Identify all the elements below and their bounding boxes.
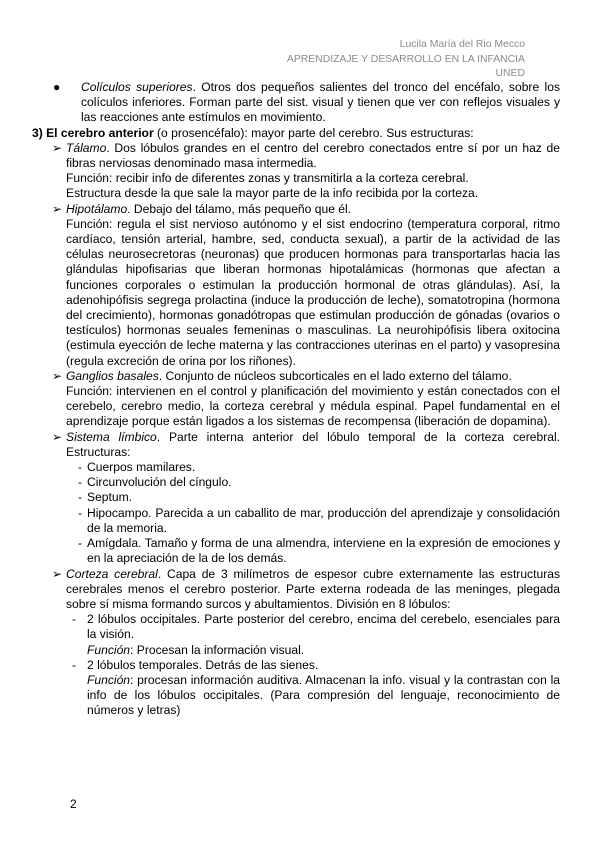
arrow-icon: ➢ [52,429,63,444]
corteza-text: . Capa de 3 milímetros de espesor cubre externamente las estructuras cerebrales menos el cerebro posterior. Parte externa rodeada de las meninges, plegada sobre sí misma formando surcos y abultamientos. División en 8 lóbulos: [66,566,560,611]
list-item-ganglios [32,369,560,384]
hipotalamo-funcion: Función: regula el sist nervioso autónomo y el sist endocrino (temperatura corporal, ritmo cardíaco, tensión arterial, hambre, sed, conducta sexual), a partir de la actividad de las células neurosecretoras (neuronas) que producen hormonas para transportarlas hacia las glándulas hipofisarias que liberan hormonas hipotalámicas (hormonas que afectan a funciones corporales o estimulan la producción hormonal de otras glándulas). Así, la adenohipófisis segrega prolactina (induce la producción de leche), somatotropina (hormona del crecimiento), hormonas gonadótropas que estimulan producción de gónadas (ovarios o testículos) hormonas seuales femeninas o masculinas. La neurohipófisis libera oxitocina (estimula eyección de leche materna y las contracciones uterinas en el parto) y vasopresina (regula excreción de orina por los riñones). [66,216,560,368]
term-limbico: Sistema límbico [66,429,157,444]
arrow-icon: ➢ [52,201,63,216]
limbico-item-text: Hipocampo. Parecida a un caballito de mar, producción del aprendizaje y consolidación de la memoria. [87,505,560,535]
talamo-estructura: Estructura desde la que sale la mayor parte de la info recibida por la corteza. [66,186,479,201]
lobe-funcion [32,673,560,719]
limbico-item [32,475,560,490]
ganglios-funcion: Función: intervienen en el control y planificación del movimiento y están conectados con el cerebelo, cerebro medio, la corteza cerebral y médula espinal. Papel fundamental en el aprendizaje porque están ligados a los sistemas de recompensa (liberación de dopamina). [66,384,560,429]
dash-icon: - [78,505,83,520]
section-text: (o prosencéfalo): mayor parte del cerebro. Sus estructuras: [153,125,474,140]
header-author: Lucila María del Rio Mecco [399,39,525,50]
list-item-limbico [32,430,560,460]
funcion-text: : Procesan la información visual. [130,642,305,657]
term-hipotalamo: Hipotálamo [66,201,128,216]
dash-icon: - [78,490,83,505]
talamo-funcion: Función: recibir info de diferentes zonas y transmitirla a la corteza cerebral. [66,171,469,186]
dash-icon: - [72,657,77,672]
limbico-item-text: Septum. [87,490,133,505]
document-body [32,80,560,719]
limbico-item [32,536,560,566]
funcion-label: Función [87,642,131,657]
lobe-funcion [32,643,560,658]
arrow-icon: ➢ [52,566,63,581]
limbico-text: . Parte interna anterior del lóbulo temporal de la corteza cerebral. Estructuras: [66,429,560,459]
ganglios-text: . Conjunto de núcleos subcorticales en el lado externo del tálamo. [158,368,512,383]
limbico-item [32,506,560,536]
dash-icon: - [78,536,83,551]
limbico-item-text: Cuerpos mamilares. [87,460,196,475]
limbico-item-text: Circunvolución del cíngulo. [87,475,232,490]
term-ganglios: Ganglios basales [66,368,159,383]
term-coliculos: Colículos superiores [81,80,193,94]
header-university: UNED [495,68,525,79]
section-heading [32,126,560,141]
coliculos-text: . Otros dos pequeños salientes del tronco del encéfalo, sobre los colículos inferiores. Forman parte del sist. visual y tienen que ver con reflejos visuales y las reacciones ante estímulos en movimiento. [81,80,560,125]
lobe-text: 2 lóbulos occipitales. Parte posterior del cerebro, encima del cerebelo, esenciales para la visión. [87,612,560,642]
section-title: 3) El cerebro anterior [32,125,154,140]
page-header [287,38,525,82]
bullet-item-coliculos [32,80,560,126]
funcion-text: : procesan información auditiva. Almacenan la info. visual y la contrastan con la info de los lóbulos occipitales. (Para compresión del lenguaje, reconocimiento de números y letras) [87,672,560,718]
dash-icon: - [78,475,83,490]
dash-icon: - [72,612,77,627]
page-number: 2 [70,797,77,811]
dash-icon: - [78,460,83,475]
lobe-item-occipitales [32,612,560,642]
funcion-label: Función [87,672,131,687]
list-item-talamo [32,141,560,171]
term-corteza: Corteza cerebral [66,566,158,581]
talamo-text: . Dos lóbulos grandes en el centro del cerebro conectados entre sí por un haz de fibras nerviosas denominado masa intermedia. [66,140,560,171]
limbico-item [32,460,560,475]
list-item-hipotalamo [32,202,560,217]
list-item-corteza [32,567,560,613]
lobe-text: 2 lóbulos temporales. Detrás de las sienes. [87,657,319,672]
hipotalamo-text: . Debajo del tálamo, más pequeño que él. [127,201,352,216]
arrow-icon: ➢ [52,140,63,155]
header-course: APRENDIZAJE Y DESARROLLO EN LA INFANCIA [286,53,525,65]
lobe-item-temporales [32,658,560,673]
term-talamo: Tálamo [66,140,107,155]
arrow-icon: ➢ [52,368,63,383]
bullet-icon: ● [53,80,61,94]
limbico-item [32,490,560,505]
limbico-item-text: Amígdala. Tamaño y forma de una almendra, interviene en la expresión de emociones y en la apreciación de la de los demás. [87,536,560,566]
